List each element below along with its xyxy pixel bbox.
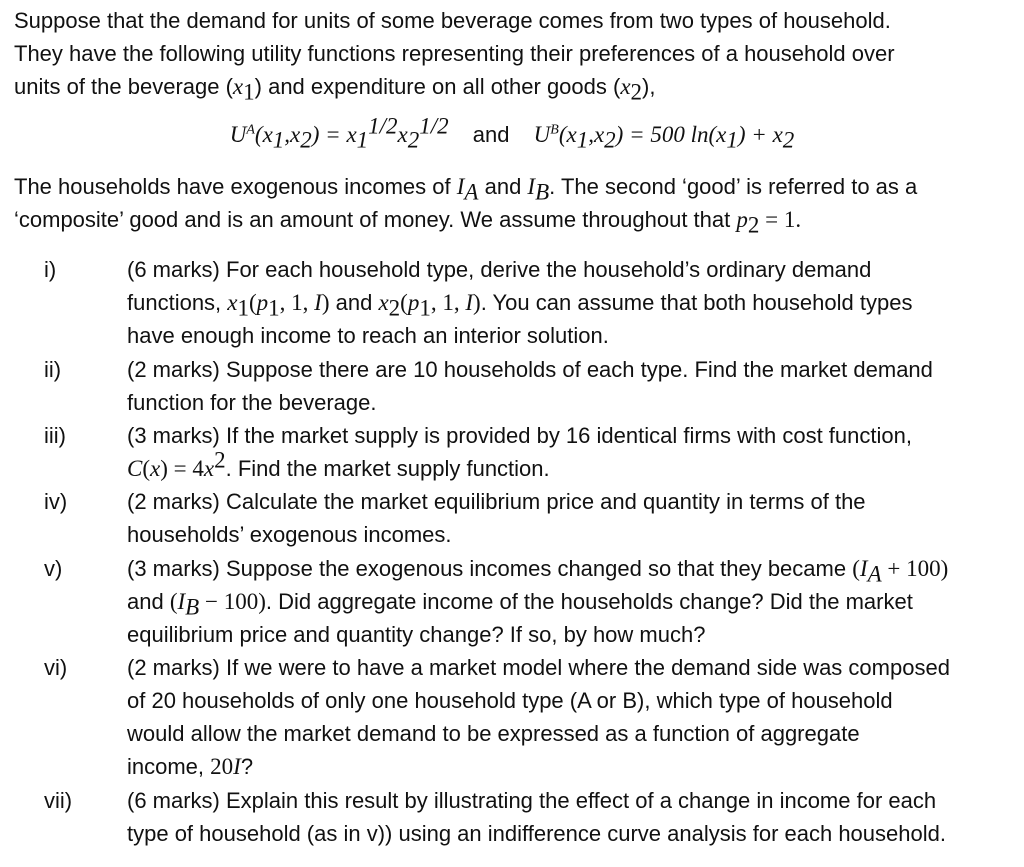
question-line: $C(x) = 4x^2$. Find the market supply function. xyxy=(127,447,550,481)
intro-paragraph xyxy=(14,4,1014,103)
question-line: and $(I_B - 100)$. Did aggregate income of the households change? Did the market xyxy=(127,589,913,620)
para2-line-1: The households have exogenous incomes of $I_A$ and $I_B$. The second ‘good’ is referred to as a xyxy=(14,174,918,205)
intro-line-1: Suppose that the demand for units of some beverage comes from two types of household. xyxy=(14,8,891,33)
para2-line-2-a: ‘composite’ good and is an amount of money. We assume throughout that xyxy=(14,207,737,232)
question-line: functions, $x_1(p_1$, 1, I) and $x_2(p_1$, 1, I). You can assume that both household types xyxy=(127,290,913,321)
para2-line-1-a: The households have exogenous incomes of xyxy=(14,174,457,199)
utility-equations xyxy=(0,113,1024,153)
question-line: (2 marks) Calculate the market equilibrium price and quantity in terms of the xyxy=(127,489,866,514)
intro-line-3-c: ), xyxy=(642,74,656,99)
question-line: have enough income to reach an interior solution. xyxy=(127,323,609,348)
question-line: (6 marks) For each household type, derive the household’s ordinary demand xyxy=(127,257,872,282)
question-line: (3 marks) If the market supply is provided by 16 identical firms with cost function, xyxy=(127,423,912,448)
question-line: (2 marks) If we were to have a market model where the demand side was composed xyxy=(127,655,950,680)
utility-b: $U^B(x_1,x_2) = 500$ $\ln(x_1) + x_2$ xyxy=(533,122,795,153)
utility-a: $U^A(x_1,x_2) = x_1^{1/2}x_2^{1/2}$ xyxy=(229,113,449,153)
question-number: v) xyxy=(44,556,63,581)
question-number: ii) xyxy=(44,357,62,382)
question-number: vi) xyxy=(44,655,68,680)
equation-connector: and xyxy=(472,122,510,147)
intro-line-3-a: units of the beverage ( xyxy=(14,74,233,99)
incomes-paragraph xyxy=(14,170,1014,236)
question-number: iv) xyxy=(44,489,68,514)
question-line: of 20 households of only one household type (A or B), which type of household xyxy=(127,688,893,713)
intro-line-2: They have the following utility functions representing their preferences of a household over xyxy=(14,41,895,66)
question-line: (3 marks) Suppose the exogenous incomes changed so that they became $(I_A + 100)$ xyxy=(127,556,949,587)
intro-line-3-b: ) and expenditure on all other goods ( xyxy=(254,74,621,99)
question-line: function for the beverage. xyxy=(127,390,377,415)
para2-line-1-c: . The second ‘good’ is referred to as a xyxy=(549,174,918,199)
para2-line-1-b: and xyxy=(478,174,528,199)
intro-line-3: units of the beverage $(x_1)$ and expenditure on all other goods $(x_2)$, xyxy=(14,74,656,105)
question-line: (2 marks) Suppose there are 10 households of each type. Find the market demand xyxy=(127,357,933,382)
question-line: equilibrium price and quantity change? If so, by how much? xyxy=(127,622,706,647)
question-number: i) xyxy=(44,257,57,282)
question-line: income, 20I? xyxy=(127,754,254,779)
question-line: type of household (as in v)) using an indifference curve analysis for each household. xyxy=(127,821,946,846)
question-line: would allow the market demand to be expressed as a function of aggregate xyxy=(127,721,860,746)
question-line: (6 marks) Explain this result by illustrating the effect of a change in income for each xyxy=(127,788,937,813)
question-line: households’ exogenous incomes. xyxy=(127,522,452,547)
question-number: iii) xyxy=(44,423,66,448)
para2-line-2: ‘composite’ good and is an amount of money. We assume throughout that $p_2 = 1$. xyxy=(14,207,802,238)
para2-line-2-b: = 1. xyxy=(759,207,802,232)
question-number: vii) xyxy=(44,788,73,813)
